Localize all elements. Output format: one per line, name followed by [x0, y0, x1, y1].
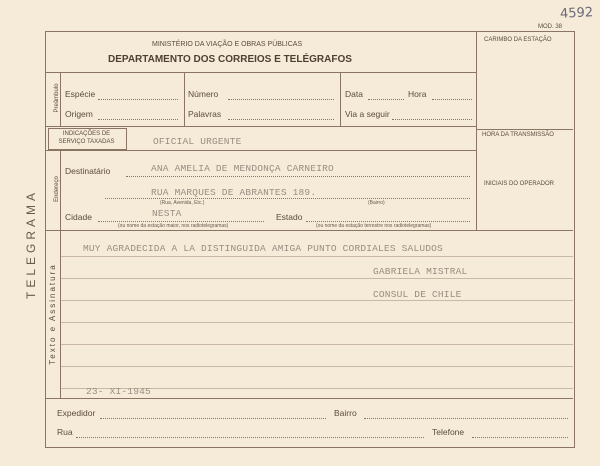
station-stamp-label: CARIMBO DA ESTAÇÃO	[484, 37, 552, 43]
service-taxed-value: OFICIAL URGENTE	[153, 136, 242, 147]
transmission-time-label: HORA DA TRANSMISSÃO	[482, 132, 554, 138]
rua-label: Rua	[57, 427, 73, 437]
cidade-label: Cidade	[65, 212, 92, 222]
telefone-label: Telefone	[432, 427, 465, 437]
message-text: MUY AGRADECIDA A LA DISTINGUIDA AMIGA PUNTO CORDIALES SALUDOS	[83, 243, 443, 254]
palavras-label: Palavras	[188, 109, 222, 119]
data-label: Data	[345, 89, 363, 99]
form-title: TELEGRAMA	[24, 189, 38, 300]
hora-label: Hora	[408, 89, 427, 99]
destinatario-value: ANA AMELIA DE MENDONÇA CARNEIRO	[151, 163, 334, 174]
street-hint: (Rua, Avenida, Etc.)	[160, 200, 205, 206]
especie-label: Espécie	[65, 89, 96, 99]
operator-initials-label: INICIAIS DO OPERADOR	[484, 181, 555, 187]
preamble-side-label: Preâmbulo	[54, 83, 60, 113]
service-taxed-label: INDICAÇÕES DE SERVIÇO TAXADAS	[58, 131, 115, 145]
department-name: DEPARTAMENTO DOS CORREIOS E TELÉGRAFOS	[108, 54, 352, 65]
numero-label: Número	[188, 89, 219, 99]
origem-label: Origem	[65, 109, 93, 119]
address-side-label: Endereço	[54, 176, 60, 202]
via-a-seguir-label: Via a seguir	[345, 109, 390, 119]
bairro-hint: (Bairro)	[368, 200, 385, 206]
signature-name: GABRIELA MISTRAL	[373, 266, 468, 277]
signature-title: CONSUL DE CHILE	[373, 289, 462, 300]
sender-bairro-label: Bairro	[334, 408, 357, 418]
ministry-name: MINISTÉRIO DA VIAÇÃO E OBRAS PÚBLICAS	[152, 41, 303, 48]
form-code: MOD. 38	[538, 24, 563, 30]
expedidor-label: Expedidor	[57, 408, 96, 418]
street-value: RUA MARQUES DE ABRANTES 189.	[151, 187, 317, 198]
cidade-value: NESTA	[152, 208, 182, 219]
message-date: 23- XI-1945	[86, 386, 151, 397]
estado-hint: (ou nome da estação terrestre nos radiotelegramas)	[316, 223, 432, 229]
text-section-side-label: Texto e Assinatura	[48, 263, 57, 365]
cidade-hint: (ou nome da estação maior, nos radiotelegramas)	[118, 223, 229, 229]
handwritten-archive-number: 4592	[559, 5, 594, 22]
destinatario-label: Destinatário	[65, 166, 111, 176]
estado-label: Estado	[276, 212, 303, 222]
